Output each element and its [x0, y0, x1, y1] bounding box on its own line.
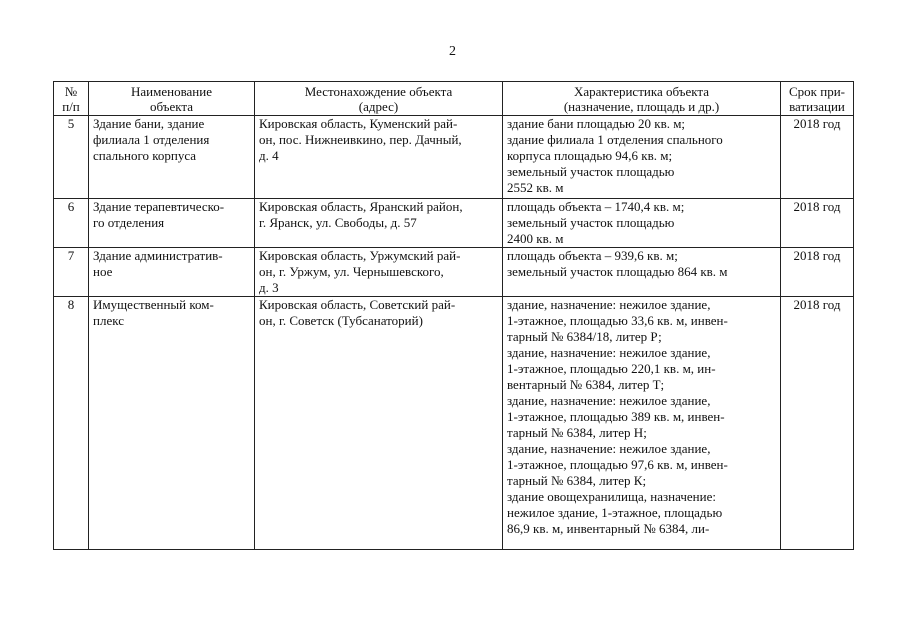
row-address: Кировская область, Советский рай- он, г. Советск (Тубсанаторий): [255, 297, 503, 550]
row-name: Здание терапевтическо- го отделения: [89, 199, 255, 248]
row-characteristics: площадь объекта – 1740,4 кв. м; земельный участок площадью 2400 кв. м: [503, 199, 781, 248]
row-num: 6: [54, 199, 89, 248]
table-row: [54, 199, 854, 248]
table-row: [54, 116, 854, 199]
row-name: Здание административ- ное: [89, 248, 255, 297]
row-characteristics: здание бани площадью 20 кв. м; здание филиала 1 отделения спального корпуса площадью 94,6 кв. м; земельный участок площадью 2552 кв. м: [503, 116, 781, 199]
row-name: Здание бани, здание филиала 1 отделения спального корпуса: [89, 116, 255, 199]
row-name: Имущественный ком- плекс: [89, 297, 255, 550]
row-term: 2018 год: [781, 297, 854, 550]
header-characteristics: Характеристика объекта (назначение, площадь и др.): [503, 82, 781, 116]
row-address: Кировская область, Уржумский рай- он, г. Уржум, ул. Чернышевского, д. 3: [255, 248, 503, 297]
row-address: Кировская область, Куменский рай- он, пос. Нижнеивкино, пер. Дачный, д. 4: [255, 116, 503, 199]
page-number: 2: [449, 44, 456, 59]
row-address: Кировская область, Яранский район, г. Яранск, ул. Свободы, д. 57: [255, 199, 503, 248]
row-term: 2018 год: [781, 199, 854, 248]
row-num: 5: [54, 116, 89, 199]
row-characteristics: здание, назначение: нежилое здание, 1-этажное, площадью 33,6 кв. м, инвен- тарный № 6384/18, литер Р; здание, назначение: нежилое здание, 1-этажное, площадью 220,1 кв. м, ин- вентарный № 6384, литер Т; здание, назначение: нежилое здание, 1-этажное, площадью 389 кв. м, инвен- тарный № 6384, литер Н; здание, назначение: нежилое здание, 1-этажное, площадью 97,6 кв. м, инвен- тарный № 6384, литер К; здание овощехранилища, назначение: нежилое здание, 1-этажное, площадью 86,9 кв. м, инвентарный № 6384, ли-: [503, 297, 781, 550]
row-characteristics: площадь объекта – 939,6 кв. м; земельный участок площадью 864 кв. м: [503, 248, 781, 297]
privatization-table: [53, 81, 854, 550]
table-row: [54, 297, 854, 550]
header-term: Срок при- ватизации: [781, 82, 854, 116]
header-num: № п/п: [54, 82, 89, 116]
table-header-row: [54, 82, 854, 116]
row-term: 2018 год: [781, 116, 854, 199]
header-name: Наименование объекта: [89, 82, 255, 116]
row-term: 2018 год: [781, 248, 854, 297]
row-num: 8: [54, 297, 89, 550]
table-row: [54, 248, 854, 297]
header-address: Местонахождение объекта (адрес): [255, 82, 503, 116]
row-num: 7: [54, 248, 89, 297]
